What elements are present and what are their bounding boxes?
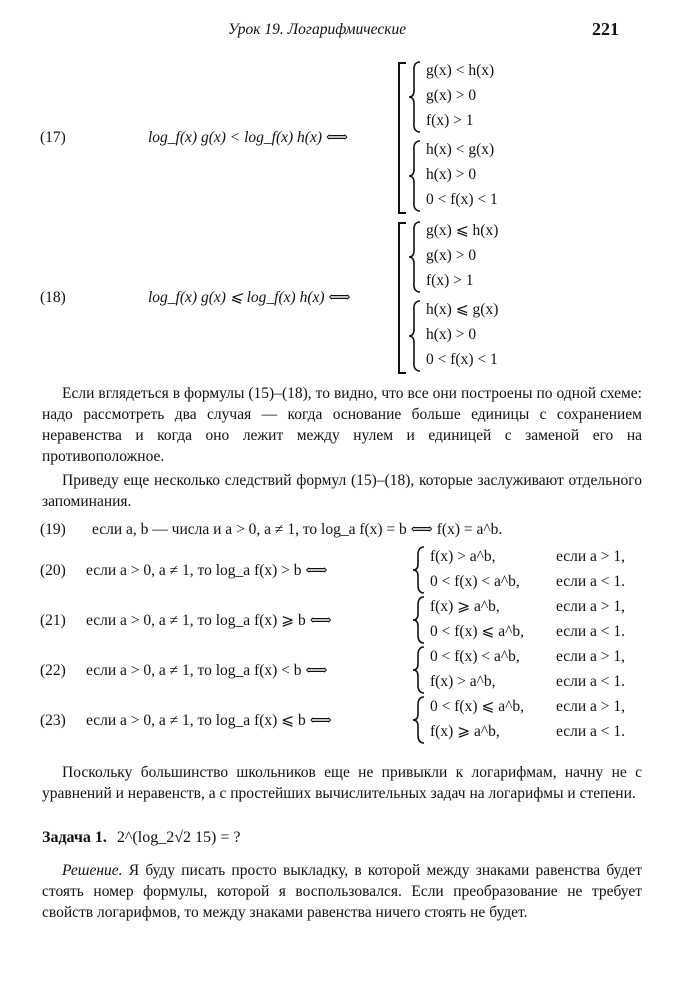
formula-22-if2: если a < 1. <box>556 673 626 690</box>
formula-23-if1: если a > 1, <box>556 698 626 715</box>
formula-22-number: (22) <box>40 662 66 679</box>
formula-17-case1-line1: g(x) < h(x) <box>426 62 495 79</box>
formula-20-brace <box>412 545 426 595</box>
formula-20-number: (20) <box>40 562 66 579</box>
paragraph-intro-tasks: Поскольку большинство школьников еще не привыкли к логарифмам, начну не с уравнений и неравенств, а с простейших вычислительных задач на логарифмы и степени. <box>42 764 642 802</box>
formula-18-case1-line2: g(x) > 0 <box>426 247 477 264</box>
formula-17-lhs <box>148 128 348 147</box>
formula-18-lhs <box>148 288 351 307</box>
formula-18-brace-1 <box>408 220 422 294</box>
formula-23-brace <box>412 695 426 745</box>
solution-paragraph <box>42 860 642 923</box>
formula-23-lhs: если a > 0, a ≠ 1, то log_a f(x) ⩽ b ⟺ <box>86 712 332 729</box>
formula-18-brace-2 <box>408 299 422 373</box>
formula-20-if2: если a < 1. <box>556 573 626 590</box>
formula-22-brace <box>412 645 426 695</box>
formula-17-case1-line3: f(x) > 1 <box>426 112 474 129</box>
formula-22-lhs: если a > 0, a ≠ 1, то log_a f(x) < b ⟺ <box>86 662 328 679</box>
formula-17-case2-line1: h(x) < g(x) <box>426 141 495 158</box>
formula-17-case2-line2: h(x) > 0 <box>426 166 477 183</box>
formula-21-number: (21) <box>40 612 66 629</box>
formula-21-brace <box>412 595 426 645</box>
solution-label: Решение. <box>62 862 123 879</box>
task-1-expression: 2^(log_2√2 15) = ? <box>116 829 241 846</box>
formula-23-row2: f(x) ⩾ a^b, <box>430 723 500 740</box>
formula-23-row1: 0 < f(x) ⩽ a^b, <box>430 698 524 715</box>
solution-text: Я буду писать просто выкладку, в которой между знаками равенства будет стоять номер формулы, которой я воспользовался. Если преобразование не требует свойств логарифмов, то между знаками равенства ничего стоять не будет. <box>42 862 642 921</box>
formula-21-if1: если a > 1, <box>556 598 626 615</box>
formula-19-number: (19) <box>40 521 66 538</box>
formula-20-row1: f(x) > a^b, <box>430 548 496 565</box>
formula-18-case1-line3: f(x) > 1 <box>426 272 474 289</box>
formula-18-case1-line1: g(x) ⩽ h(x) <box>426 222 499 239</box>
formula-17-case2-line3: 0 < f(x) < 1 <box>426 191 498 208</box>
formula-18-lhs-text: log_f(x) g(x) ⩽ log_f(x) h(x) ⟺ <box>148 289 351 306</box>
paragraph-schema: Если вглядеться в формулы (15)–(18), то видно, что все они построены по одной схеме: надо рассмотреть два случая — когда основание больше единицы с сохранением неравенства и когда оно лежит между нулем и единицей с заменой его на противоположное. <box>42 385 642 465</box>
formula-17-number: (17) <box>40 129 66 146</box>
task-1-label: Задача 1. <box>42 829 107 846</box>
formula-21-if2: если a < 1. <box>556 623 626 640</box>
formula-17-case1-line2: g(x) > 0 <box>426 87 477 104</box>
task-1 <box>42 828 240 848</box>
formula-20-lhs: если a > 0, a ≠ 1, то log_a f(x) > b ⟺ <box>86 562 328 579</box>
formula-17-brace-1 <box>408 60 422 134</box>
formula-20-row2: 0 < f(x) < a^b, <box>430 573 520 590</box>
formula-18-number: (18) <box>40 289 66 306</box>
formula-18-union-bracket <box>398 222 406 374</box>
formula-18-case2-line2: h(x) > 0 <box>426 326 477 343</box>
page-number: 221 <box>592 19 619 39</box>
formula-23-number: (23) <box>40 712 66 729</box>
formula-23-if2: если a < 1. <box>556 723 626 740</box>
formula-17-lhs-text: log_f(x) g(x) < log_f(x) h(x) ⟺ <box>148 129 349 146</box>
formula-17-brace-2 <box>408 139 422 213</box>
formula-21-lhs: если a > 0, a ≠ 1, то log_a f(x) ⩾ b ⟺ <box>86 612 332 629</box>
formula-22-if1: если a > 1, <box>556 648 626 665</box>
formula-21-row1: f(x) ⩾ a^b, <box>430 598 500 615</box>
formula-18-case2-line3: 0 < f(x) < 1 <box>426 351 498 368</box>
formula-19-text: если a, b — числа и a > 0, a ≠ 1, то log_a f(x) = b ⟺ f(x) = a^b. <box>92 521 503 538</box>
formula-17-union-bracket <box>398 62 406 214</box>
paragraph-consequences: Приведу еще несколько следствий формул (15)–(18), которые заслуживают отдельного запоминания. <box>42 472 642 510</box>
formula-20-if1: если a > 1, <box>556 548 626 565</box>
formula-22-row1: 0 < f(x) < a^b, <box>430 648 520 665</box>
formula-21-row2: 0 < f(x) ⩽ a^b, <box>430 623 524 640</box>
running-header-title: Урок 19. Логарифмические <box>228 21 407 38</box>
formula-22-row2: f(x) > a^b, <box>430 673 496 690</box>
formula-18-case2-line1: h(x) ⩽ g(x) <box>426 301 499 318</box>
